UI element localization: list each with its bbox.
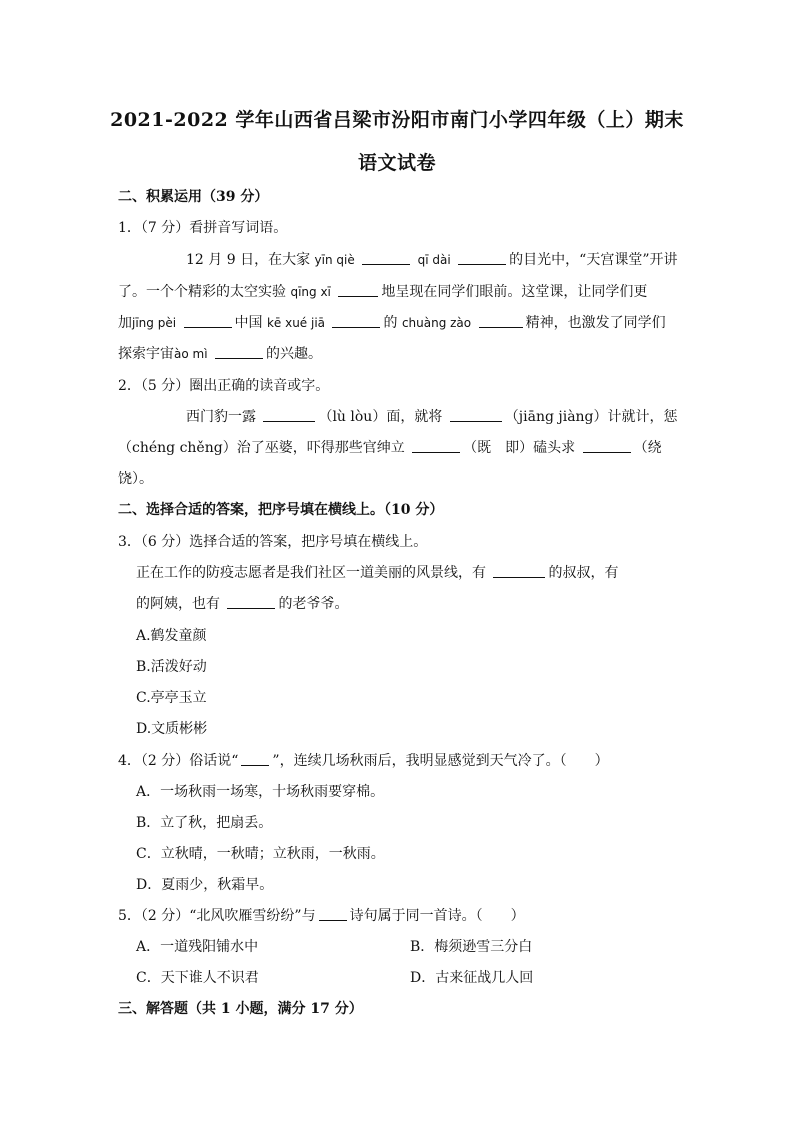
text: ”，连续几场秋雨后，我明显感觉到天气冷了。（ ） xyxy=(272,753,609,769)
question-3-option-a: A.鹤发童颜 xyxy=(136,628,207,644)
question-2-stem: 2．（5 分）圈出正确的读音或字。 xyxy=(118,378,330,394)
answer-blank[interactable] xyxy=(479,326,523,328)
text: 西门豹一露 xyxy=(186,409,256,425)
answer-blank[interactable] xyxy=(458,263,506,265)
pinyin: ào mì xyxy=(174,347,208,361)
question-1-line-2 xyxy=(118,281,647,301)
question-5-option-c: C．天下谁人不识君 xyxy=(136,970,259,986)
question-3-option-c: C.亭亭玉立 xyxy=(136,690,207,706)
pinyin: chuàng zào xyxy=(401,316,472,330)
text: 诗句属于同一首诗。（ ） xyxy=(349,908,525,924)
answer-blank[interactable] xyxy=(362,263,410,265)
text: （绕 xyxy=(633,440,662,456)
question-3-line-2 xyxy=(136,593,348,613)
question-3-option-d: D.文质彬彬 xyxy=(136,721,208,737)
text: （jiāng jiàng）计就计，惩 xyxy=(504,409,678,425)
text: 精神，也激发了同学们 xyxy=(525,315,666,331)
question-5-stem xyxy=(118,905,525,925)
pinyin: qī dài xyxy=(417,253,451,267)
answer-blank[interactable] xyxy=(263,420,315,422)
question-3-stem: 3．（6 分）选择合适的答案，把序号填在横线上。 xyxy=(118,534,428,550)
text: 探索宇宙 xyxy=(118,346,174,362)
answer-blank[interactable] xyxy=(412,451,460,453)
answer-blank[interactable] xyxy=(319,919,347,921)
question-5-option-d: D．古来征战几人回 xyxy=(410,970,534,986)
question-2-line-2 xyxy=(118,437,662,457)
question-3-option-b: B.活泼好动 xyxy=(136,659,207,675)
answer-blank[interactable] xyxy=(241,764,269,766)
answer-blank[interactable] xyxy=(338,295,378,297)
text: 的叔叔，有 xyxy=(548,565,619,581)
question-2-line-3: 饶）。 xyxy=(118,471,153,487)
text: 中国 xyxy=(234,315,263,331)
answer-blank[interactable] xyxy=(332,326,380,328)
pinyin: qīng xī xyxy=(290,285,331,299)
text: （既 即）磕头求 xyxy=(463,440,576,456)
answer-blank[interactable] xyxy=(227,607,275,609)
text: （lù lòu）面，就将 xyxy=(318,409,443,425)
section-heading-accumulation: 二、积累运用（39 分） xyxy=(118,189,269,205)
exam-title-line1: 2021-2022 学年山西省吕梁市汾阳市南门小学四年级（上）期末 xyxy=(110,109,684,131)
section-heading-answers: 三、解答题（共 1 小题，满分 17 分） xyxy=(118,1001,363,1017)
question-5-option-a: A．一道残阳铺水中 xyxy=(136,939,259,955)
text: 的兴趣。 xyxy=(266,346,322,362)
text: 加 xyxy=(118,315,132,331)
text: 正在工作的防疫志愿者是我们社区一道美丽的风景线，有 xyxy=(136,565,486,581)
text: 的阿姨，也有 xyxy=(136,596,220,612)
pinyin: kē xué jiā xyxy=(266,316,326,330)
question-3-line-1 xyxy=(136,562,618,582)
answer-blank[interactable] xyxy=(184,326,232,328)
text: 5．（2 分）“北风吹雁雪纷纷”与 xyxy=(118,908,316,924)
question-4-stem xyxy=(118,750,609,770)
text: 4．（2 分）俗话说“ xyxy=(118,753,239,769)
question-1-line-1 xyxy=(186,249,678,269)
question-1-line-3 xyxy=(118,312,666,332)
question-5-option-b: B．梅须逊雪三分白 xyxy=(410,939,533,955)
answer-blank[interactable] xyxy=(583,451,631,453)
question-4-option-c: C．立秋晴，一秋晴；立秋雨，一秋雨。 xyxy=(136,846,385,862)
question-1-line-4 xyxy=(118,343,322,363)
text: 的 xyxy=(383,315,398,331)
question-4-option-a: A．一场秋雨一场寒，十场秋雨要穿棉。 xyxy=(136,784,385,800)
text: 的目光中，“天宫课堂”开讲 xyxy=(509,252,678,268)
text: 了。一个个精彩的太空实验 xyxy=(118,284,286,300)
text: 12 月 9 日，在大家 xyxy=(186,252,311,268)
text: 的老爷爷。 xyxy=(278,596,349,612)
exam-title-line2: 语文试卷 xyxy=(357,152,436,174)
text: 地呈现在同学们眼前。这堂课，让同学们更 xyxy=(381,284,648,300)
answer-blank[interactable] xyxy=(450,420,502,422)
section-heading-choice: 二、选择合适的答案，把序号填在横线上。（10 分） xyxy=(118,502,444,518)
question-4-option-d: D．夏雨少，秋霜早。 xyxy=(136,877,274,893)
answer-blank[interactable] xyxy=(493,576,545,578)
question-4-option-b: B．立了秋，把扇丢。 xyxy=(136,815,273,831)
pinyin: yīn qiè xyxy=(314,253,355,267)
question-1-stem: 1．（7 分）看拼音写词语。 xyxy=(118,220,288,236)
answer-blank[interactable] xyxy=(215,357,263,359)
text: （chéng chěng）治了巫婆，吓得那些官绅立 xyxy=(118,440,405,456)
pinyin: jīng pèi xyxy=(132,316,177,330)
question-2-line-1 xyxy=(186,406,678,426)
